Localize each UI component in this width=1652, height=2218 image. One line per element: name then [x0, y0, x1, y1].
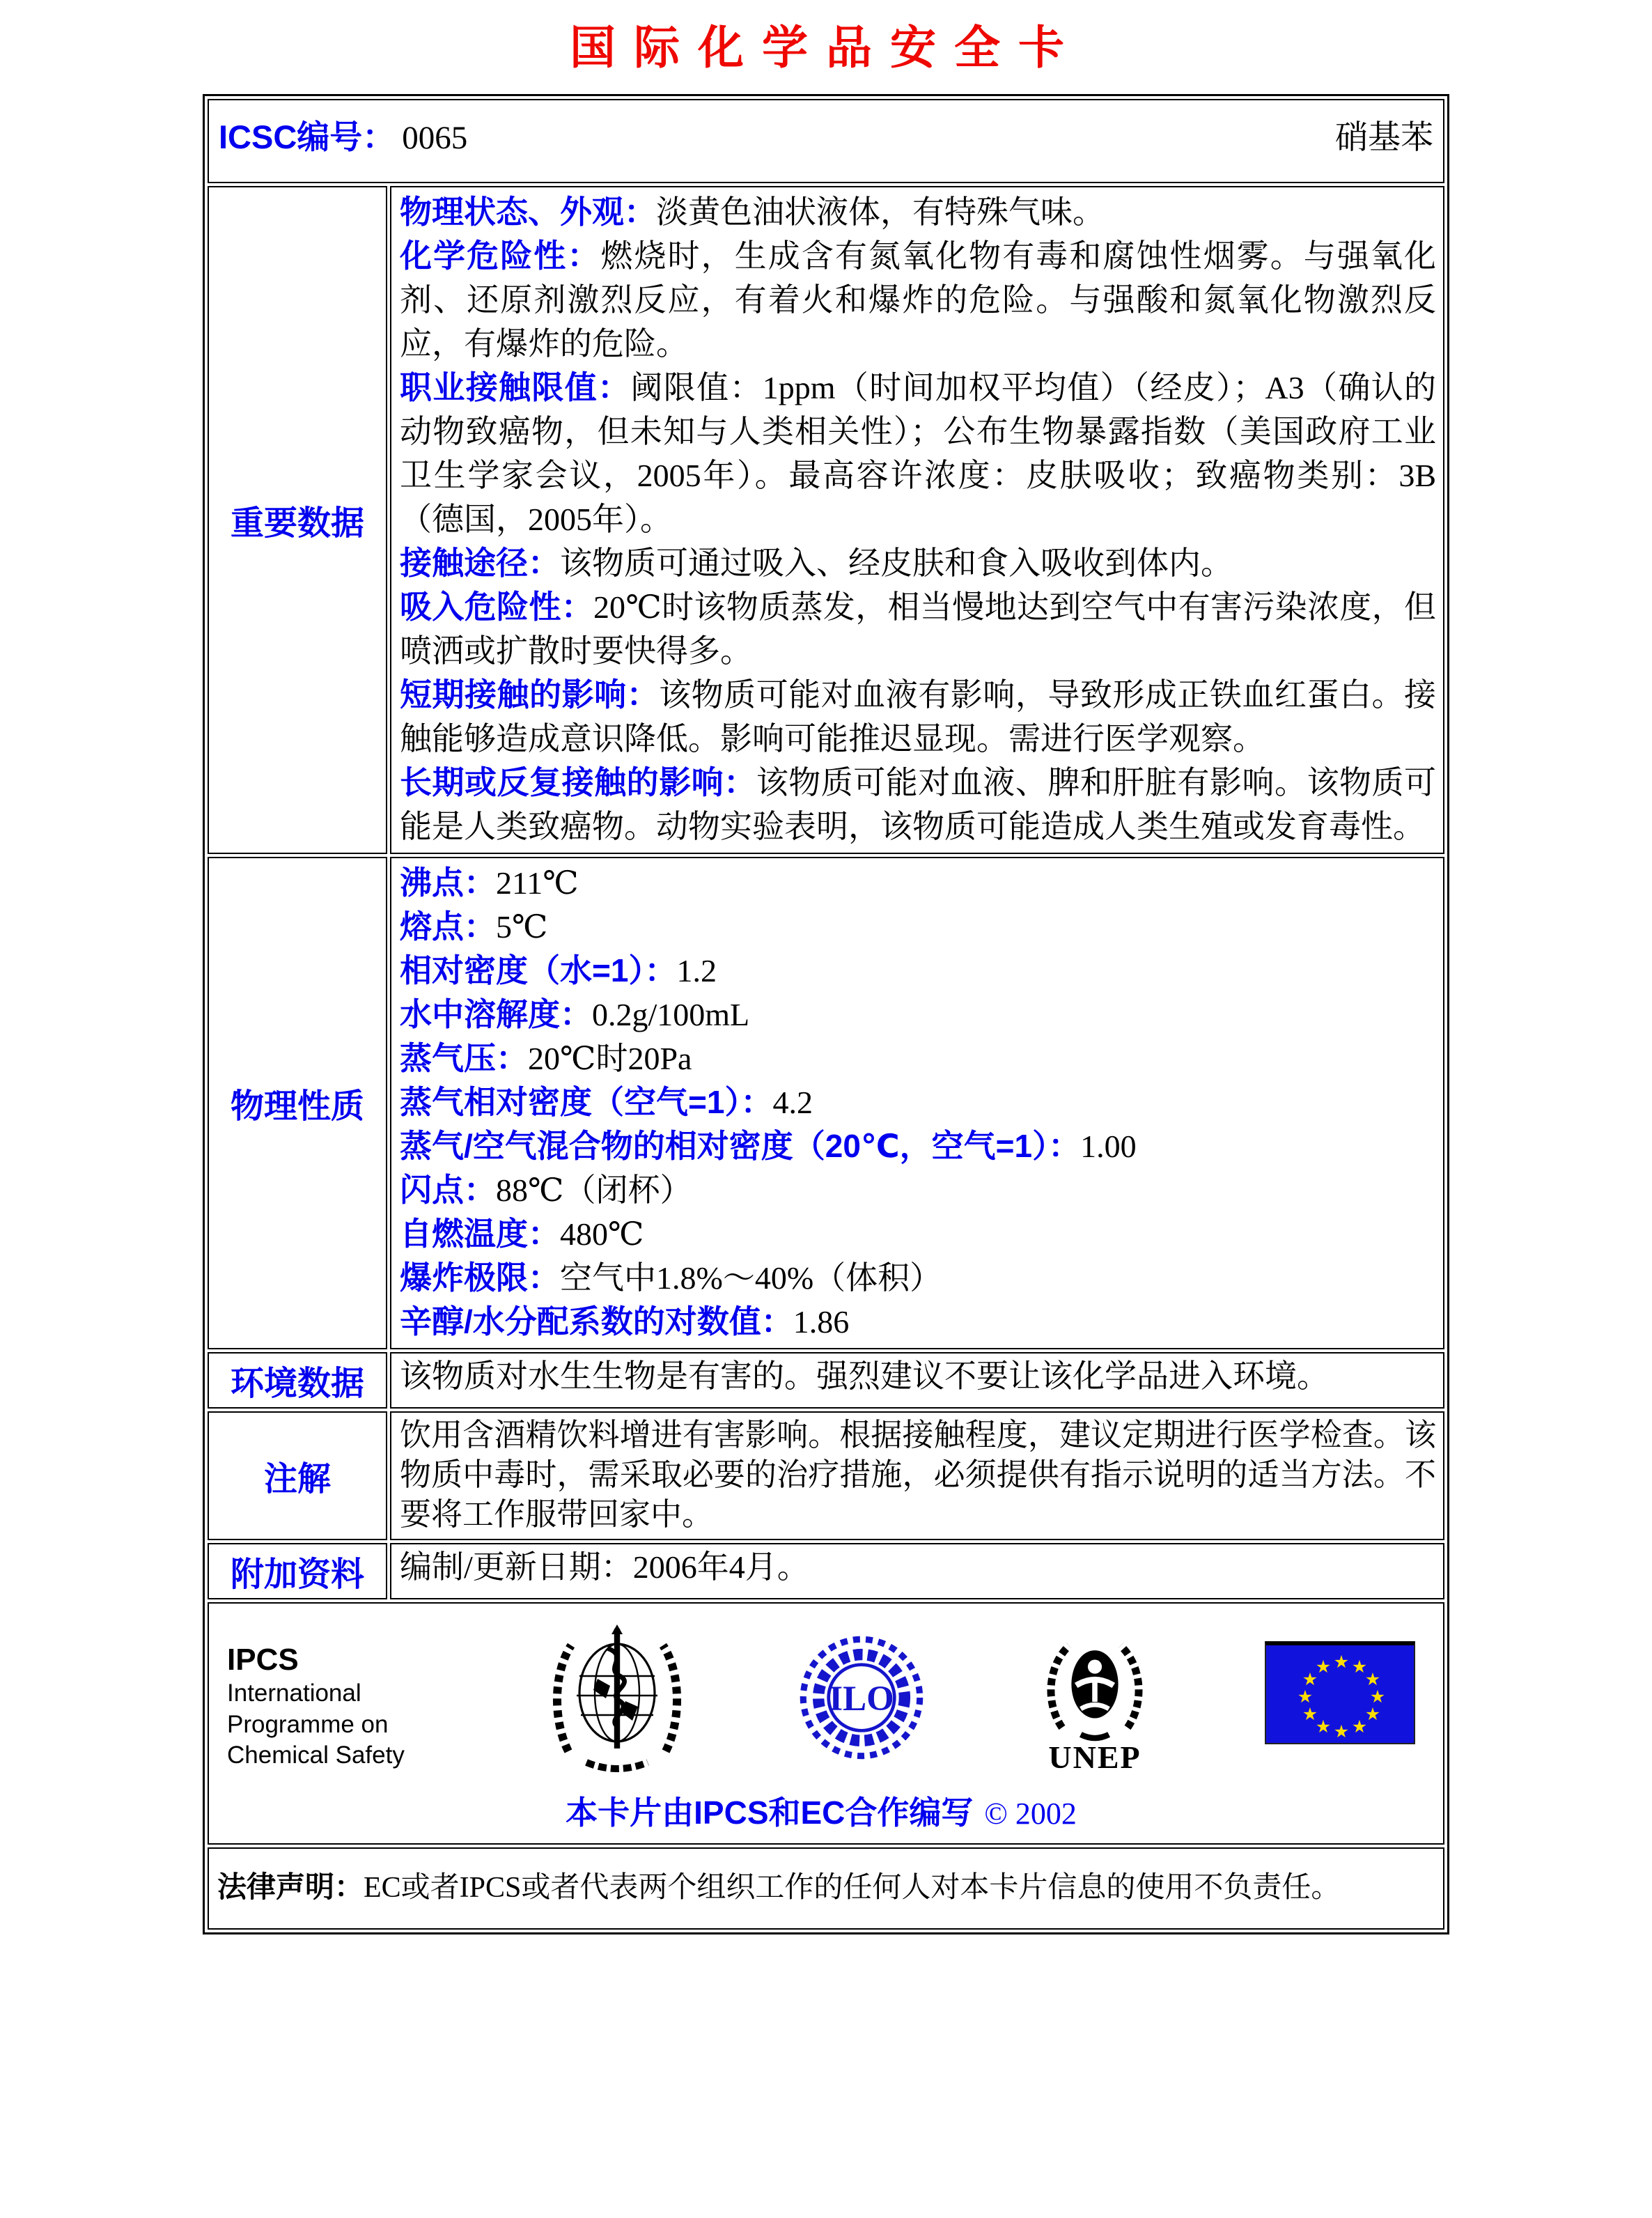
ipcs-acronym: IPCS [227, 1643, 299, 1677]
copyright-text: © 2002 [984, 1797, 1077, 1831]
important-data-content [390, 186, 1444, 854]
row-label-physical-properties: 物理性质 [208, 857, 387, 1349]
ilo-logo-text: ILO [829, 1680, 894, 1719]
legal-statement-label: 法律声明： [217, 1870, 364, 1904]
additional-info-content [390, 1543, 1444, 1599]
physical-property: 蒸气/空气混合物的相对密度（20℃，空气=1）：1.00 [400, 1128, 1137, 1165]
notes-content [390, 1411, 1444, 1540]
legal-cell [208, 1847, 1444, 1930]
table-row-legal [208, 1847, 1444, 1930]
environment-data-content [390, 1352, 1444, 1409]
physical-property: 自燃温度：480℃ [400, 1216, 644, 1253]
chemical-name: 硝基苯 [1335, 120, 1433, 157]
header-flex [219, 111, 1433, 158]
ipcs-text-block [227, 1616, 436, 1771]
important-item: 职业接触限值：阈限值：1ppm（时间加权平均值）（经皮）；A3（确认的动物致癌物，但未知与人类相关性）；公布生物暴露指数（美国政府工业卫生学家会议，2005年）。最高容许浓度：皮肤吸收；致癌物类别：3B（德国，2005年）。 [400, 369, 1437, 538]
physical-property: 闪点：88℃（闭杯） [400, 1172, 692, 1209]
notes-text: 饮用含酒精饮料增进有害影响。根据接触程度，建议定期进行医学检查。该物质中毒时，需采取必要的治疗措施，必须提供有指示说明的适当方法。不要将工作服带回家中。 [400, 1418, 1436, 1533]
who-logo-icon [547, 1616, 687, 1781]
ilo-logo-icon [798, 1616, 925, 1761]
eu-flag-icon [1265, 1641, 1415, 1744]
row-label-important-data: 重要数据 [208, 186, 387, 854]
physical-property: 蒸气压：20℃时20Pa [400, 1040, 692, 1077]
legal-statement [217, 1868, 1435, 1907]
logos-cell [208, 1602, 1444, 1845]
table-row-important-data [208, 186, 1444, 854]
physical-property: 熔点：5℃ [400, 908, 548, 945]
environment-text: 该物质对水生生物是有害的。强烈建议不要让该化学品进入环境。 [400, 1358, 1329, 1395]
important-item: 长期或反复接触的影响：该物质可能对血液、脾和肝脏有影响。该物质可能是人类致癌物。动物实验表明，该物质可能造成人类生殖或发育毒性。 [400, 764, 1437, 845]
important-item: 吸入危险性：20℃时该物质蒸发，相当慢地达到空气中有害污染浓度，但喷洒或扩散时要快得多。 [400, 589, 1436, 669]
icsc-number-label: ICSC编号： [219, 118, 396, 156]
unep-logo-text: UNEP [1048, 1739, 1141, 1776]
table-row-additional-info [208, 1543, 1444, 1599]
physical-property: 水中溶解度：0.2g/100mL [400, 996, 750, 1033]
icsc-number-value: 0065 [402, 120, 468, 157]
physical-properties-content [390, 857, 1444, 1349]
table-row-notes [208, 1411, 1444, 1540]
physical-property: 沸点：211℃ [400, 864, 579, 901]
unep-logo-icon [1036, 1616, 1153, 1776]
ipcs-line3: Chemical Safety [227, 1742, 405, 1769]
legal-statement-text: EC或者IPCS或者代表两个组织工作的任何人对本卡片信息的使用不负责任。 [364, 1872, 1341, 1905]
important-item: 接触途径：该物质可通过吸入、经皮肤和食入吸收到体内。 [400, 545, 1233, 582]
important-item: 物理状态、外观：淡黄色油状液体，有特殊气味。 [400, 194, 1105, 231]
row-label-environment-data: 环境数据 [208, 1352, 387, 1409]
table-row-environment-data [208, 1352, 1444, 1409]
page-title: 国际化学品安全卡 [570, 20, 1082, 75]
icsc-number-group [219, 111, 467, 158]
cooperation-caption [227, 1787, 1415, 1833]
table-row-physical-properties [208, 857, 1444, 1349]
important-item: 短期接触的影响：该物质可能对血液有影响，导致形成正铁血红蛋白。接触能够造成意识降低。影响可能推迟显现。需进行医学观察。 [400, 676, 1437, 757]
physical-property: 辛醇/水分配系数的对数值：1.86 [400, 1303, 850, 1340]
icsc-card-table [203, 94, 1449, 1934]
logos-strip [227, 1616, 1415, 1781]
additional-info-text: 编制/更新日期：2006年4月。 [400, 1549, 809, 1585]
physical-property: 相对密度（水=1）：1.2 [400, 952, 717, 989]
important-item: 化学危险性：燃烧时，生成含有氮氧化物有毒和腐蚀性烟雾。与强氧化剂、还原剂激烈反应，有着火和爆炸的危险。与强酸和氮氧化物激烈反应，有爆炸的危险。 [400, 238, 1437, 362]
row-label-notes: 注解 [208, 1411, 387, 1540]
ipcs-line2: Programme on [227, 1710, 389, 1738]
ipcs-line1: International [227, 1679, 361, 1707]
physical-property: 爆炸极限：空气中1.8%～40%（体积） [400, 1259, 942, 1296]
table-row-logos [208, 1602, 1444, 1845]
physical-property: 蒸气相对密度（空气=1）：4.2 [400, 1084, 813, 1121]
table-row-header [208, 99, 1444, 183]
header-cell [208, 99, 1444, 183]
cooperation-caption-text: 本卡片由IPCS和EC合作编写 [566, 1794, 974, 1831]
row-label-additional-info: 附加资料 [208, 1543, 387, 1599]
